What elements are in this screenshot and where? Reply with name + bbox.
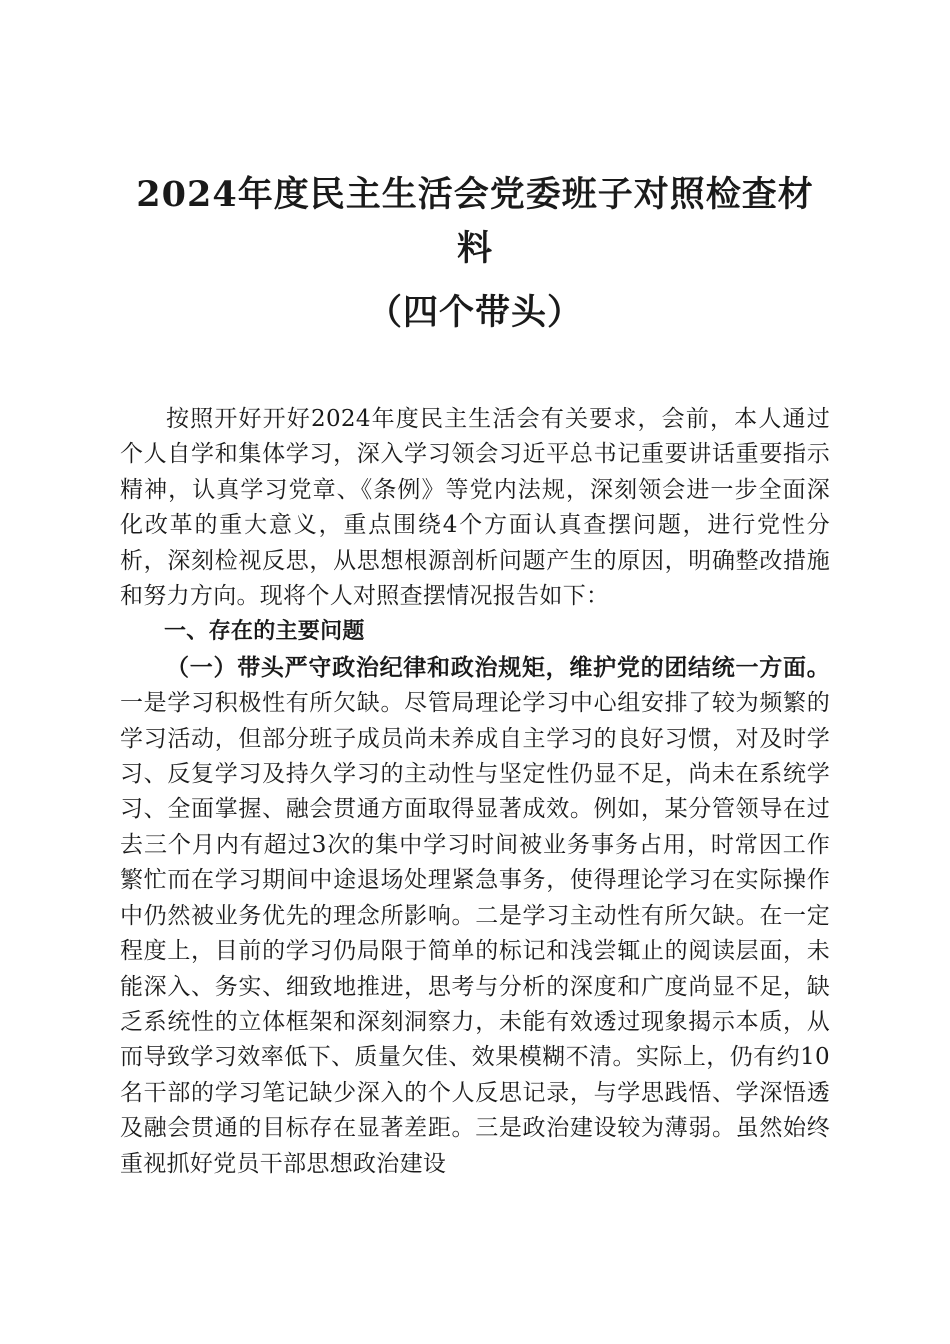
- document-subtitle: （四个带头）: [366, 292, 583, 333]
- subsection-paragraph: [120, 650, 830, 1182]
- subsection-text: 一是学习积极性有所欠缺。尽管局理论学习中心组安排了较为频繁的学习活动，但部分班子成员尚未养成自主学习的良好习惯，对及时学习、反复学习及持久学习的主动性与坚定性仍显不足，尚未在系统学习、全面掌握、融会贯通方面取得显著成效。例如，某分管领导在过去三个月内有超过3次的集中学习时间被业务事务占用，时常因工作繁忙而在学习期间中途退场处理紧急事务，使得理论学习在实际操作中仍然被业务优先的理念所影响。二是学习主动性有所欠缺。在一定程度上，目前的学习仍局限于简单的标记和浅尝辄止的阅读层面，未能深入、务实、细致地推进，思考与分析的深度和广度尚显不足，缺乏系统性的立体框架和深刻洞察力，未能有效透过现象揭示本质，从而导致学习效率低下、质量欠佳、效果模糊不清。实际上，仍有约10名干部的学习笔记缺少深入的个人反思记录，与学思践悟、学深悟透及融会贯通的目标存在显著差距。三是政治建设较为薄弱。虽然始终重视抓好党员干部思想政治建设: [120, 690, 830, 1177]
- section-heading: 一、存在的主要问题: [164, 619, 365, 645]
- document-page: [120, 168, 830, 1182]
- intro-paragraph: 按照开好开好2024年度民主生活会有关要求，会前，本人通过个人自学和集体学习，深入学习领会习近平总书记重要讲话重要指示精神，认真学习党章、《条例》等党内法规，深刻领会进一步全面深化改革的重大意义，重点围绕4个方面认真查摆问题，进行党性分析，深刻检视反思，从思想根源剖析问题产生的原因，明确整改措施和努力方向。现将个人对照查摆情况报告如下：: [120, 406, 830, 610]
- document-body: [120, 402, 830, 1182]
- document-title: 2024年度民主生活会党委班子对照检查材料: [136, 174, 814, 269]
- subsection-lead: （一）带头严守政治纪律和政治规矩，维护党的团结统一方面。: [166, 653, 830, 681]
